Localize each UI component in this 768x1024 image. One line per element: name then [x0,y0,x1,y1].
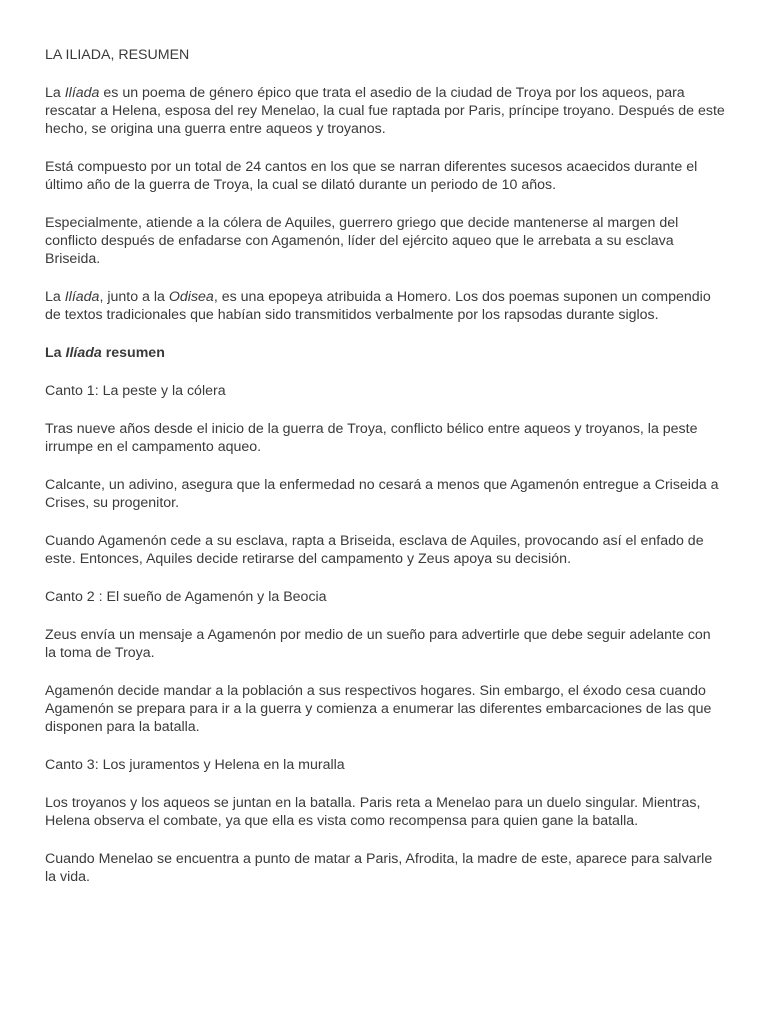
canto-paragraph: Zeus envía un mensaje a Agamenón por medio de un sueño para advertirle que debe seguir adelante con la toma de Troya. [45,627,711,661]
document-title: LA ILIADA, RESUMEN [45,47,190,63]
intro-section [45,84,725,324]
intro-paragraph-4 [45,288,725,324]
intro-paragraph-1 [45,84,725,138]
intro-paragraph-3 [45,214,725,268]
italic-title: Ilíada [64,85,100,101]
text-segment: La [45,289,65,305]
canto-heading: Canto 3: Los juramentos y Helena en la muralla [45,757,345,773]
document-page [45,46,725,906]
text-segment: Especialmente, atiende a la cólera de Aquiles, guerrero griego que decide mantenerse al margen del conflicto después de enfadarse con Agamenón, líder del ejército aqueo que le arrebata a su esclava Briseida. [45,215,679,267]
italic-title: Odisea [168,289,214,305]
summary-heading [45,344,725,362]
canto-paragraph: Tras nueve años desde el inicio de la guerra de Troya, conflicto bélico entre aqueos y troyanos, la peste irrumpe en el campamento aqueo. [45,421,698,455]
canto-paragraph: Cuando Agamenón cede a su esclava, rapta a Briseida, esclava de Aquiles, provocando así el enfado de este. Entonces, Aquiles decide retirarse del campamento y Zeus apoya su decisión. [45,533,704,567]
summary-heading-suffix: resumen [101,345,165,361]
italic-title: Ilíada [64,289,100,305]
text-segment: es un poema de género épico que trata el asedio de la ciudad de Troya por los aqueos, para rescatar a Helena, esposa del rey Menelao, la cual fue raptada por Paris, príncipe troyano. Después de este hecho, se origina una guerra entre aqueos y troyanos. [45,85,725,137]
intro-paragraph-2 [45,158,725,194]
text-segment: , junto a la [99,289,169,305]
canto-paragraph: Cuando Menelao se encuentra a punto de matar a Paris, Afrodita, la madre de este, aparece para salvarle la vida. [45,851,713,885]
canto-2-section [45,588,725,736]
canto-1-section [45,382,725,568]
summary-heading-italic: Ilíada [65,345,102,361]
canto-heading: Canto 2 : El sueño de Agamenón y la Beocia [45,589,327,605]
text-segment: , es una epopeya atribuida a Homero. Los dos poemas suponen un compendio de textos tradicionales que habían sido transmitidos verbalmente por los rapsodas durante siglos. [45,289,711,323]
canto-heading: Canto 1: La peste y la cólera [45,383,226,399]
canto-paragraph: Los troyanos y los aqueos se juntan en la batalla. Paris reta a Menelao para un duelo singular. Mientras, Helena observa el combate, ya que ella es vista como recompensa para quien gane la batalla. [45,795,701,829]
canto-paragraph: Agamenón decide mandar a la población a sus respectivos hogares. Sin embargo, el éxodo cesa cuando Agamenón se prepara para ir a la guerra y comienza a enumerar las diferentes embarcaciones de las que disponen para la batalla. [45,683,712,735]
canto-3-section [45,756,725,886]
summary-heading-prefix: La [45,345,66,361]
canto-paragraph: Calcante, un adivino, asegura que la enfermedad no cesará a menos que Agamenón entregue a Criseida a Crises, su progenitor. [45,477,719,511]
text-segment: Está compuesto por un total de 24 cantos en los que se narran diferentes sucesos acaecidos durante el último año de la guerra de Troya, la cual se dilató durante un periodo de 10 años. [45,159,698,193]
text-segment: La [45,85,65,101]
